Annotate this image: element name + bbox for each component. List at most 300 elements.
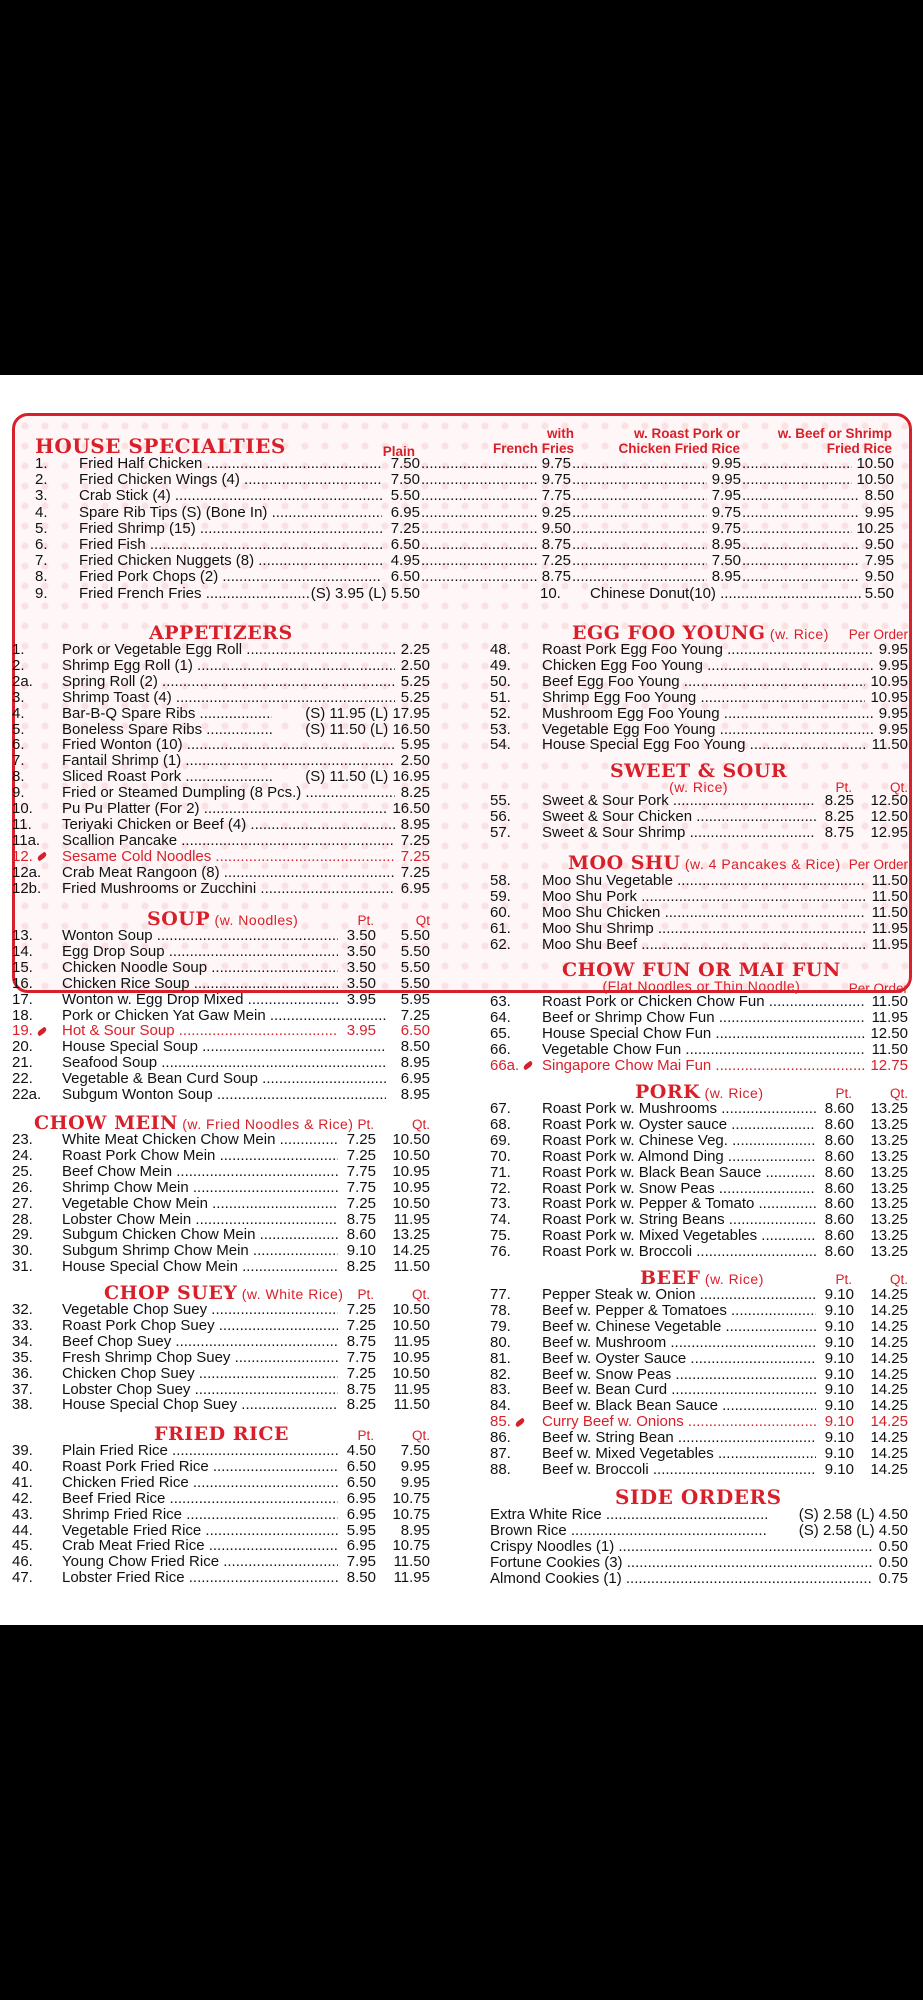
price-quart: 14.25 [870, 1382, 908, 1399]
price-quart: 9.95 [400, 1474, 430, 1491]
menu-item [12, 1350, 432, 1366]
item-name: Beef w. Chinese Vegetable ..... [542, 1319, 816, 1335]
price-quart: 10.50 [392, 1147, 430, 1164]
menu-item [12, 1491, 432, 1507]
price-quart: 13.25 [870, 1101, 908, 1117]
item-name: Hot & Sour Soup ..... [62, 1023, 338, 1039]
item-price: 9.50 [864, 568, 894, 586]
item-price: 7.25 [400, 832, 430, 849]
dot-leader [421, 553, 537, 569]
item-price: 9.95 [864, 503, 894, 521]
item-number: 19. [12, 1023, 47, 1039]
menu-item [490, 1555, 910, 1571]
item-number: 38. [12, 1397, 33, 1414]
menu-item [12, 1443, 432, 1459]
price-pint: 7.25 [346, 1132, 376, 1148]
item-number: 42. [12, 1490, 33, 1507]
item-number: 25. [12, 1163, 33, 1180]
price-quart: 14.25 [870, 1366, 908, 1383]
menu-item [490, 1414, 910, 1430]
item-number: 8. [12, 769, 25, 786]
dot-leader [742, 505, 860, 521]
item-price: 10.95 [870, 673, 908, 690]
item-price: (S) 11.50 (L) 16.95 [305, 769, 430, 786]
price-quart: 14.25 [870, 1430, 908, 1447]
price-pint: 9.10 [824, 1398, 854, 1415]
price-pint: 8.25 [346, 1397, 376, 1414]
menu-item [490, 1026, 910, 1042]
item-number: 69. [490, 1132, 511, 1149]
menu-section [490, 1485, 910, 1587]
price-quart: 11.95 [393, 1211, 430, 1228]
item-name: Fried Chicken Nuggets (8) ..... [79, 553, 382, 569]
column-header: w. Roast Pork or Chicken Fried Rice [618, 426, 740, 456]
menu-item [12, 833, 432, 849]
item-name: Moo Shu Vegetable ..... [542, 873, 865, 889]
price-quart: 11.95 [393, 1381, 430, 1398]
menu-item [12, 928, 432, 944]
item-number: 77. [490, 1287, 511, 1303]
item-price: 5.25 [400, 689, 430, 706]
price-pint: 8.60 [346, 1227, 376, 1244]
section-title: CHOP SUEY (w. White Rice) [104, 1282, 344, 1304]
price-quart: 14.25 [870, 1461, 908, 1478]
price-quart: 14.25 [870, 1398, 908, 1415]
item-number: 83. [490, 1382, 511, 1399]
section-subtitle: (w. Rice) [765, 626, 829, 642]
item-number: 62. [490, 936, 511, 953]
dot-leader [421, 456, 537, 472]
price-quart: 6.95 [400, 1071, 430, 1088]
price-pint: 8.60 [824, 1180, 854, 1197]
menu-item [35, 456, 905, 472]
menu-item [490, 1507, 910, 1523]
item-name: Roast Pork w. Snow Peas ..... [542, 1181, 816, 1197]
item-name: Extra White Rice ..... [490, 1507, 767, 1523]
item-number: 65. [490, 1025, 511, 1042]
price-quart: 10.75 [392, 1506, 430, 1523]
menu-item [12, 1318, 432, 1334]
menu-item [490, 994, 910, 1010]
item-number: 12b. [12, 880, 42, 897]
item-name: Chicken Egg Foo Young ..... [542, 658, 873, 674]
item-name: Chicken Chop Suey ..... [62, 1366, 338, 1382]
item-name: Moo Shu Pork ..... [542, 889, 865, 905]
item-number: 75. [490, 1228, 511, 1245]
price-pint: 3.50 [346, 975, 376, 992]
section-title: CHOW FUN OR MAI FUN (Flat Noodles or Thin Noodle) [562, 959, 841, 994]
item-name: Moo Shu Beef ..... [542, 937, 865, 953]
item-price: (S) 11.95 (L) 17.95 [305, 705, 430, 722]
menu-item [490, 1335, 910, 1351]
price-quart: 5.50 [400, 975, 430, 992]
item-number: 22a. [12, 1087, 42, 1103]
item-number: 40. [12, 1458, 33, 1475]
column-header: Qt [415, 913, 430, 928]
dot-leader [572, 569, 707, 585]
item-name: Vegetable Chop Suey ..... [62, 1302, 338, 1318]
item-name: Fried or Steamed Dumpling (8 Pcs.) ..... [62, 785, 395, 801]
item-name: Shrimp Egg Roll (1) ..... [62, 658, 395, 674]
item-number: 86. [490, 1430, 511, 1447]
chili-pepper-icon [36, 1027, 47, 1037]
price-quart: 8.95 [400, 1055, 430, 1072]
item-name: Roast Pork w. Black Bean Sauce ..... [542, 1165, 816, 1181]
price-pint: 9.10 [824, 1366, 854, 1383]
item-name: Roast Pork w. Mixed Vegetables ..... [542, 1228, 816, 1244]
menu-item [490, 706, 910, 722]
item-number: 3. [35, 487, 48, 505]
item-price: 7.25 [541, 552, 571, 570]
menu-item [490, 1165, 910, 1181]
chili-pepper-icon [514, 1417, 525, 1427]
item-name: Sliced Roast Pork ..... [62, 769, 272, 785]
item-price: 4.95 [390, 552, 420, 570]
item-name: Spare Rib Tips (S) (Bone In) ..... [79, 505, 382, 521]
menu-section [490, 1267, 910, 1478]
price-pint: 8.60 [824, 1116, 854, 1133]
menu-item [490, 1228, 910, 1244]
section-subtitle: (w. Rice) [700, 1271, 764, 1287]
price-quart: 5.95 [400, 991, 430, 1008]
dot-leader [742, 521, 852, 537]
dot-leader [742, 537, 860, 553]
price-quart: 8.50 [400, 1039, 430, 1056]
item-number: 57. [490, 824, 511, 841]
price-pint: 9.10 [824, 1430, 854, 1447]
menu-item [12, 785, 432, 801]
item-name: Fresh Shrimp Chop Suey ..... [62, 1350, 338, 1366]
menu-section [490, 622, 910, 754]
menu-item [12, 1259, 432, 1275]
menu-item [490, 1010, 910, 1026]
menu-item [490, 809, 910, 825]
menu-item [490, 1212, 910, 1228]
item-price: 7.95 [864, 552, 894, 570]
item-number: 4. [12, 705, 25, 722]
section-subtitle: (w. Noodles) [210, 912, 299, 928]
item-price: (S) 2.58 (L) 4.50 [798, 1522, 908, 1539]
item-price: 7.25 [400, 848, 430, 865]
menu-item [12, 658, 432, 674]
dot-leader [421, 505, 537, 521]
dot-leader [572, 472, 707, 488]
menu-item [490, 905, 910, 921]
menu-item [490, 1571, 910, 1587]
item-price: 9.75 [541, 471, 571, 489]
item-name: House Special Egg Foo Young ..... [542, 737, 865, 753]
column-header: Qt. [411, 1117, 430, 1132]
item-name: Crab Meat Rangoon (8) ..... [62, 865, 395, 881]
price-pint: 8.60 [824, 1212, 854, 1229]
item-number: 68. [490, 1116, 511, 1133]
item-name: Moo Shu Chicken ..... [542, 905, 865, 921]
item-number: 12. [12, 849, 47, 865]
item-number: 47. [12, 1570, 33, 1587]
item-name: Roast Pork w. Mushrooms ..... [542, 1101, 816, 1117]
menu-section [12, 1112, 432, 1276]
item-number: 9. [12, 785, 25, 802]
item-number: 70. [490, 1148, 511, 1165]
item-number: 58. [490, 873, 511, 889]
item-number: 6. [35, 536, 48, 553]
item-price: 8.95 [711, 568, 741, 586]
item-price: 8.75 [541, 536, 571, 553]
item-name: Roast Pork w. Almond Ding ..... [542, 1149, 816, 1165]
menu-item [490, 825, 910, 841]
dot-leader [572, 553, 707, 569]
menu-item [490, 1430, 910, 1446]
item-number: 41. [12, 1474, 33, 1491]
section-title: PORK (w. Rice) [635, 1081, 764, 1103]
item-name: Sweet & Sour Pork ..... [542, 793, 816, 809]
menu-item [490, 1058, 910, 1074]
menu-item [490, 1319, 910, 1335]
item-name: Beef w. Broccoli ..... [542, 1462, 816, 1478]
price-pint: 8.75 [346, 1333, 376, 1350]
menu-item [490, 1539, 910, 1555]
menu-item [12, 1382, 432, 1398]
price-quart: 13.25 [870, 1196, 908, 1213]
item-name: Young Chow Fried Rice ..... [62, 1554, 338, 1570]
price-pint: 6.95 [346, 1490, 376, 1507]
item-number: 26. [12, 1179, 33, 1196]
item-name: Fried Chicken Wings (4) ..... [79, 472, 382, 488]
price-quart: 6.50 [400, 1023, 430, 1040]
price-quart: 13.25 [870, 1180, 908, 1197]
item-number: 49. [490, 657, 511, 674]
item-number: 60. [490, 904, 511, 921]
menu-item [12, 1023, 432, 1039]
menu-item [12, 1071, 432, 1087]
item-name: Pork or Vegetable Egg Roll ..... [62, 642, 395, 658]
price-pint: 8.75 [824, 824, 854, 841]
item-name: Crab Meat Fried Rice ..... [62, 1538, 338, 1554]
item-name: Chicken Rice Soup ..... [62, 976, 338, 992]
item-name: Beef w. Mushroom ..... [542, 1335, 816, 1351]
menu-item [490, 1382, 910, 1398]
menu-item [490, 1117, 910, 1133]
item-name: Lobster Chow Mein ..... [62, 1212, 338, 1228]
item-number: 31. [12, 1259, 33, 1276]
menu-item [490, 1244, 910, 1260]
price-quart: 11.50 [393, 1554, 430, 1571]
item-name: Roast Pork Chop Suey ..... [62, 1318, 338, 1334]
item-price: 10.95 [870, 689, 908, 706]
price-pint: 5.95 [346, 1522, 376, 1539]
price-quart: 10.95 [392, 1179, 430, 1196]
price-quart: 13.25 [870, 1164, 908, 1181]
column-header: Pt. [835, 1272, 852, 1287]
price-pint: 8.60 [824, 1228, 854, 1245]
item-name: Chicken Fried Rice ..... [62, 1475, 338, 1491]
item-name: Wonton Soup ..... [62, 928, 338, 944]
section-title: BEEF (w. Rice) [640, 1267, 764, 1289]
item-number: 88. [490, 1461, 511, 1478]
item-name: Egg Drop Soup ..... [62, 944, 338, 960]
item-name: Bar-B-Q Spare Ribs ..... [62, 706, 272, 722]
item-name: Boneless Spare Ribs ..... [62, 722, 272, 738]
section-subtitle: (w. Fried Noodles & Rice) [177, 1116, 354, 1132]
section-title: FRIED RICE [154, 1423, 290, 1445]
price-quart: 14.25 [392, 1243, 430, 1260]
menu-item [12, 706, 432, 722]
price-pint: 3.95 [346, 991, 376, 1008]
menu-item [490, 1462, 910, 1478]
item-number: 66. [490, 1041, 511, 1058]
price-quart: 11.95 [393, 1570, 430, 1587]
dot-leader [572, 456, 707, 472]
item-name: Roast Pork Fried Rice ..... [62, 1459, 338, 1475]
price-quart: 14.25 [870, 1414, 908, 1431]
price-pint: 8.60 [824, 1148, 854, 1165]
item-number: 36. [12, 1365, 33, 1382]
menu-section [12, 1423, 432, 1587]
item-price: 7.95 [711, 487, 741, 505]
price-pint: 7.25 [346, 1302, 376, 1318]
price-pint: 7.25 [346, 1365, 376, 1382]
item-price: 5.50 [390, 487, 420, 505]
item-name: Crab Stick (4) ..... [79, 488, 382, 504]
item-number: 76. [490, 1244, 511, 1261]
column-header: with French Fries [492, 426, 574, 456]
item-number: 3. [12, 689, 25, 706]
item-number: 7. [12, 753, 25, 770]
item-name: Vegetable Egg Foo Young ..... [542, 722, 873, 738]
item-number: 7. [35, 552, 48, 570]
menu-item [12, 1148, 432, 1164]
price-pint: 6.50 [346, 1474, 376, 1491]
menu-item [12, 1366, 432, 1382]
item-price: 11.50 [871, 1041, 908, 1058]
price-quart: 8.95 [400, 1522, 430, 1539]
item-number: 23. [12, 1132, 33, 1148]
menu-item [490, 1351, 910, 1367]
price-pint: 9.10 [824, 1461, 854, 1478]
chili-pepper-icon [36, 852, 47, 862]
price-pint: 8.25 [346, 1259, 376, 1276]
dot-leader [742, 472, 852, 488]
price-quart: 11.50 [393, 1259, 430, 1276]
item-name: Beef w. Snow Peas ..... [542, 1367, 816, 1383]
menu-item [35, 586, 905, 602]
column-header: Qt. [889, 1272, 908, 1287]
menu-item [12, 849, 432, 865]
item-number: 61. [490, 920, 511, 937]
price-pint: 7.75 [346, 1163, 376, 1180]
menu-item [12, 1055, 432, 1071]
menu-item [12, 722, 432, 738]
price-quart: 10.50 [392, 1317, 430, 1334]
item-name: Roast Pork w. Chinese Veg. ..... [542, 1133, 816, 1149]
item-name: Fantail Shrimp (1) ..... [62, 753, 395, 769]
menu-item [35, 488, 905, 504]
menu-item [12, 1302, 432, 1318]
price-pint: 8.25 [824, 808, 854, 825]
item-name: Sesame Cold Noodles ..... [62, 849, 395, 865]
price-pint: 9.10 [824, 1382, 854, 1399]
item-price: 2.25 [400, 642, 430, 658]
item-price: (S) 2.58 (L) 4.50 [798, 1507, 908, 1523]
price-quart: 10.95 [392, 1349, 430, 1366]
column-header: Per Order [848, 981, 908, 996]
item-price: 10.25 [856, 519, 894, 537]
item-price: 12.50 [870, 1025, 908, 1042]
item-number: 56. [490, 808, 511, 825]
item-name: Beef or Shrimp Chow Fun ..... [542, 1010, 865, 1026]
menu-item [12, 1196, 432, 1212]
item-price: (S) 3.95 (L) 5.50 [310, 584, 420, 602]
item-price: 8.25 [400, 785, 430, 802]
section-title: EGG FOO YOUNG (w. Rice) [572, 622, 829, 644]
item-name: Plain Fried Rice ..... [62, 1443, 338, 1459]
price-pint: 6.95 [346, 1538, 376, 1555]
item-name: Beef Fried Rice ..... [62, 1491, 338, 1507]
menu-item [12, 642, 432, 658]
item-price: 9.95 [878, 657, 908, 674]
menu-item [490, 690, 910, 706]
item-name: Roast Pork w. Oyster sauce ..... [542, 1117, 816, 1133]
column-header: Pt. [357, 1428, 374, 1443]
menu-item [12, 1570, 432, 1586]
column-header: Pt. [835, 1086, 852, 1101]
item-number: 74. [490, 1212, 511, 1229]
item-name: Spring Roll (2) ..... [62, 674, 395, 690]
menu-item [490, 1042, 910, 1058]
price-quart: 5.50 [400, 928, 430, 944]
menu-item [490, 722, 910, 738]
price-quart: 13.25 [870, 1132, 908, 1149]
menu-item [490, 1196, 910, 1212]
price-pint: 8.50 [346, 1570, 376, 1587]
price-quart: 10.50 [392, 1195, 430, 1212]
item-number: 35. [12, 1349, 33, 1366]
item-price: 7.25 [390, 519, 420, 537]
item-price: 6.50 [390, 568, 420, 586]
item-name: Brown Rice ..... [490, 1523, 767, 1539]
item-name: Scallion Pancake ..... [62, 833, 395, 849]
item-number: 46. [12, 1554, 33, 1571]
item-name: Almond Cookies (1) ..... [490, 1571, 873, 1587]
item-price: 11.95 [871, 936, 908, 953]
item-number: 11a. [12, 832, 41, 849]
menu-item [12, 1459, 432, 1475]
item-name: Fortune Cookies (3) ..... [490, 1555, 873, 1571]
item-number: 45. [12, 1538, 33, 1555]
price-pint: 7.95 [346, 1554, 376, 1571]
menu-item [12, 1554, 432, 1570]
menu-item [12, 865, 432, 881]
price-pint: 9.10 [824, 1446, 854, 1462]
menu-item [12, 769, 432, 785]
menu-item [12, 1008, 432, 1024]
dot-leader [742, 569, 860, 585]
menu-item [12, 1087, 432, 1103]
price-pint: 7.75 [346, 1179, 376, 1196]
item-number: 1. [35, 455, 48, 472]
item-name: House Special Chop Suey ..... [62, 1397, 338, 1413]
item-number: 8. [35, 568, 48, 586]
column-header: Pt. [357, 1117, 374, 1132]
item-name: Vegetable & Bean Curd Soup ..... [62, 1071, 386, 1087]
item-price: 16.50 [392, 801, 430, 817]
item-price: 9.50 [541, 519, 571, 537]
item-number: 81. [490, 1350, 511, 1367]
menu-section [490, 852, 910, 953]
price-quart: 13.25 [870, 1228, 908, 1245]
item-number: 11. [12, 816, 32, 833]
menu-item [12, 1132, 432, 1148]
